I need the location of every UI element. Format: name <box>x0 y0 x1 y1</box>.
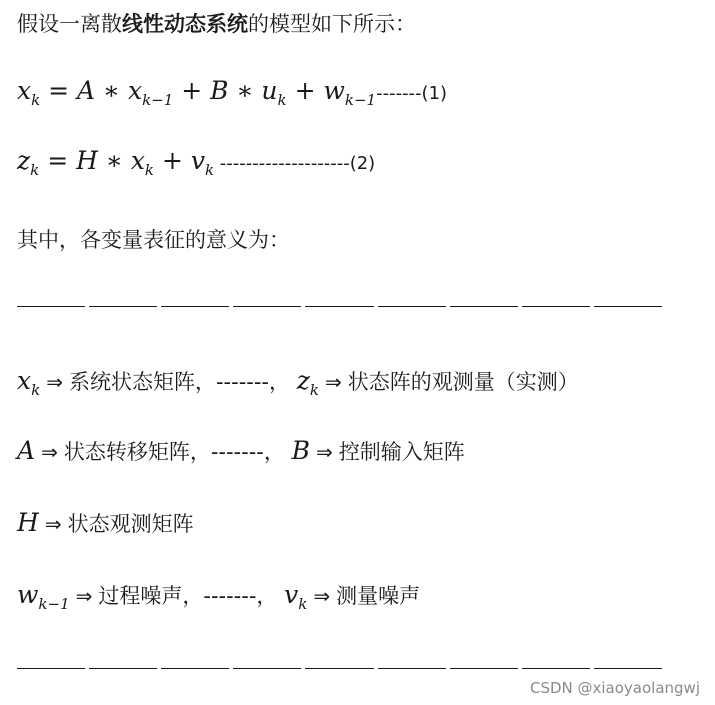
definition-1 <box>17 366 579 399</box>
def2-B: B <box>291 436 310 465</box>
def4-v: v <box>284 580 299 609</box>
def1-z: z <box>296 366 310 395</box>
eq2-tail: --------------------(2) <box>214 153 376 174</box>
definition-4 <box>17 580 420 613</box>
eq1-star2: ∗ <box>228 76 262 105</box>
implies-arrow-icon: ⇒ <box>75 584 93 608</box>
eq1-k: k <box>31 91 41 109</box>
def2-desc2: 控制输入矩阵 <box>338 440 465 464</box>
def4-k: k <box>298 595 308 613</box>
eq2-v: v <box>190 146 205 175</box>
eq2-plus: + <box>154 146 191 175</box>
eq1-tail: -------(1) <box>376 83 448 104</box>
implies-arrow-icon: ⇒ <box>324 370 342 394</box>
def1-desc2: 状态阵的观测量（实测） <box>347 370 579 394</box>
eq2-eq: = <box>39 146 77 175</box>
intro-text <box>17 8 416 38</box>
intro-prefix: 假设一离散 <box>17 12 122 36</box>
eq1-star1: ∗ <box>95 76 128 105</box>
eq1-B: B <box>210 76 229 105</box>
eq2-k2: k <box>144 161 155 179</box>
divider-bottom <box>17 668 662 670</box>
divider-top <box>17 306 662 308</box>
eq1-A: A <box>77 76 96 105</box>
eq1-u: u <box>261 76 278 105</box>
def4-w: w <box>17 580 39 609</box>
equation-1 <box>17 76 447 109</box>
eq1-eq: = <box>40 76 78 105</box>
def1-k: k <box>31 381 41 399</box>
intro-bold: 线性动态系统 <box>122 12 248 36</box>
watermark: CSDN @xiaoyaolangwj <box>529 679 700 697</box>
def4-km1: k−1 <box>38 595 70 613</box>
eq2-k3: k <box>204 161 215 179</box>
def4-desc1: 过程噪声，-------， <box>98 584 278 608</box>
eq2-k: k <box>30 161 40 179</box>
def3-desc: 状态观测矩阵 <box>67 512 194 536</box>
meaning-label: 其中，各变量表征的意义为： <box>17 228 290 252</box>
eq2-z: z <box>17 146 31 175</box>
def1-k2: k <box>309 381 319 399</box>
eq2-star: ∗ <box>97 146 131 175</box>
implies-arrow-icon: ⇒ <box>315 440 333 464</box>
eq1-km1: k−1 <box>142 91 174 109</box>
def1-desc1: 系统状态矩阵，-------， <box>68 370 291 394</box>
def1-x: x <box>17 366 32 395</box>
def2-A: A <box>17 436 36 465</box>
eq1-x2: x <box>128 76 143 105</box>
definition-2 <box>17 436 465 466</box>
eq1-plus2: + <box>286 76 324 105</box>
eq1-w: w <box>323 76 345 105</box>
intro-suffix: 的模型如下所示： <box>248 12 416 36</box>
implies-arrow-icon: ⇒ <box>44 512 62 536</box>
eq1-km1b: k−1 <box>344 91 377 109</box>
def4-desc2: 测量噪声 <box>336 584 421 608</box>
eq2-H: H <box>76 146 98 175</box>
definition-3 <box>17 508 194 538</box>
implies-arrow-icon: ⇒ <box>41 440 58 464</box>
eq1-k2: k <box>277 91 287 109</box>
implies-arrow-icon: ⇒ <box>46 370 63 394</box>
def2-desc1: 状态转移矩阵，-------， <box>63 440 285 464</box>
eq1-plus1: + <box>173 76 211 105</box>
def3-H: H <box>17 508 39 537</box>
implies-arrow-icon: ⇒ <box>313 584 331 608</box>
eq2-x: x <box>130 146 145 175</box>
eq1-x: x <box>17 76 32 105</box>
equation-2 <box>17 146 375 179</box>
